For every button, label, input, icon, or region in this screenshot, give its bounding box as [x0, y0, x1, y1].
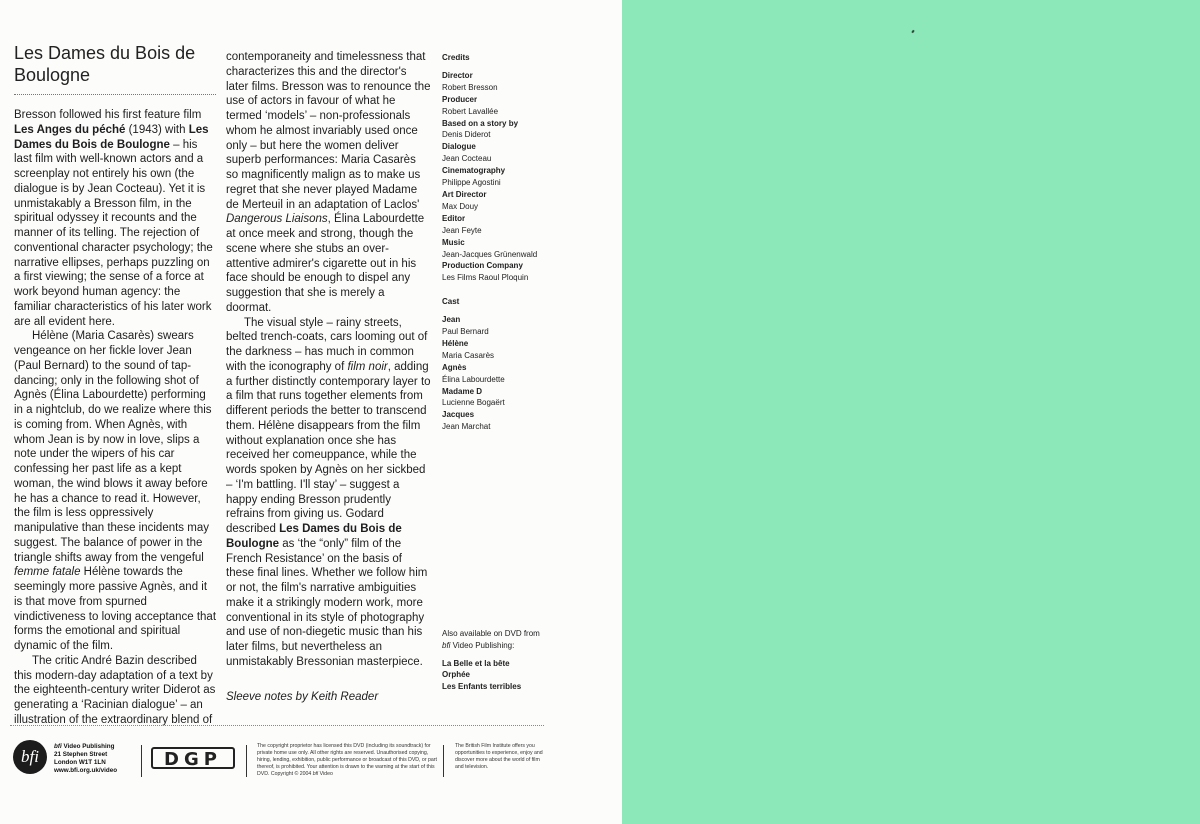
credit-item: Producer Robert Lavallée: [442, 94, 499, 116]
bfi-logo: bfi: [13, 740, 47, 774]
paragraph-3: The critic André Bazin described this modern-day adaptation of a text by the eighteenth-century writer Diderot as generating a ‘Racinian dialogue’ – an illustration of the extraordinary blend of: [14, 654, 216, 726]
footer-divider: [10, 725, 544, 726]
bfi-about-text: The British Film Institute offers you opportunities to experience, enjoy and discover more about the world of film and television.: [455, 743, 543, 770]
credit-item: Art Director Max Douy: [442, 189, 487, 211]
sleeve-notes-credit: Sleeve notes by Keith Reader: [226, 690, 379, 703]
publisher-address: bfi Video Publishing 21 Stephen Street London W1T 1LN www.bfi.org.uk/video: [54, 743, 118, 774]
footer-separator: [443, 745, 444, 777]
credit-item: Production Company Les Films Raoul Ploquin: [442, 261, 529, 283]
page-title: Les Dames du Bois de Boulogne: [14, 43, 196, 85]
paragraph-4: contemporaneity and timelessness that characterizes this and the director's later films. Bresson was to renounce the use of actors in favour of what he termed ‘models’ – non-professionals whom he almost invariably used once only – but here the women deliver superb performances: Maria Casarès so magnificently malign as to make us regret that she never played Madame de Merteuil in an adaptation of Laclos' Dangerous Liaisons, Élina Labourdette at once meek and strong, though the scene where she stubs an over-attentive admirer's cigarette out in his face should be enough to dispel any suggestion that she is merely a doormat.: [226, 51, 431, 314]
footer-separator: [141, 745, 142, 777]
text-column-1: [14, 108, 217, 728]
credits-heading: Credits: [442, 53, 470, 62]
title-divider: [14, 94, 216, 95]
copyright-notice: The copyright proprietor has licensed this DVD (including its soundtrack) for private home use only. All other rights are reserved. Unauthorised copying, hiring, lending, exhibition, public performance or broadcast of this DVD, or part thereof, is prohibited. Your attention is drawn to the warning at the start of this DVD. Copyright © 2004 bfi Video: [257, 743, 437, 777]
cast-item: Jean Paul Bernard: [442, 315, 489, 337]
cast-item: Agnès Élina Labourdette: [442, 362, 505, 384]
credit-item: Music Jean-Jacques Grünenwald: [442, 237, 538, 259]
cast-item: Madame D Lucienne Bogaërt: [442, 386, 505, 408]
paragraph-1: Bresson followed his first feature film Les Anges du péché (1943) with Les Dames du Bois de Boulogne – his last film with well-known actors and a screenplay not entirely his own (the dialogue is by Jean Cocteau). Yet it is unmistakably a Bresson film, in the spiritual odyssey it recounts and the manner of its telling. The rejection of conventional character psychology; the narrative ellipses, perhaps puzzling on a first viewing; the sense of a force at work beyond human agency: the familiar characteristics of his later work are all evident here.: [14, 109, 213, 328]
paragraph-2: Hélène (Maria Casarès) swears vengeance on her fickle lover Jean (Paul Bernard) to the sound of tap-dancing; only in the following shot of Agnès (Élina Labourdette) performing in a nightclub, do we realize where this is coming from. When Agnès, with whom Jean is by now in love, slips a note under the wipers of his car confessing her past life as a kept woman, the wind blows it away before he has a chance to read it. However, the film is less oppressively manipulative than these incidents may suggest. The balance of power in the triangle shifts away from the vengeful femme fatale Hélène towards the seemingly more passive Agnès, and it is that move from spurned vindictiveness to loving acceptance that forms the emotional and spiritual dynamic of the film.: [14, 330, 217, 652]
credit-item: Cinematography Philippe Agostini: [442, 166, 506, 188]
green-blank-page: [622, 0, 1200, 824]
credit-item: Editor Jean Feyte: [442, 213, 482, 235]
credit-item: Director Robert Bresson: [442, 70, 498, 92]
credits-block: [442, 52, 554, 433]
credit-item: Based on a story by Denis Diderot: [442, 118, 519, 140]
cast-item: Hélène Maria Casarès: [442, 338, 495, 360]
also-available: Also available on DVD from bfi Video Publishing: La Belle et la bête Orphée Les Enfants terribles: [442, 628, 582, 693]
credit-item: Dialogue Jean Cocteau: [442, 142, 492, 164]
paragraph-5: The visual style – rainy streets, belted trench-coats, cars looming out of the darkness – has much in common with the iconography of film noir, adding a further distinctly contemporary layer to a film that runs together elements from different periods the better to transcend them. Hélène disappears from the film without explanation once she has received her comeuppance, while the words spoken by Agnès on her sickbed – ‘I'm battling. I'll stay’ – suggest a happy ending Bresson prudently refrains from giving us. Godard described Les Dames du Bois de Boulogne as ‘the “only” film of the French Resistance’ on the basis of these final lines. Whether we follow him or not, the film's narrative ambiguities make it a strikingly modern work, more conventional in its style of photography and use of non-diegetic music than his later films, but nevertheless an unmistakably Bressonian masterpiece.: [226, 316, 431, 668]
dgp-logo: DGP: [151, 747, 235, 769]
cast-heading: Cast: [442, 297, 460, 307]
footer-separator: [246, 745, 247, 777]
text-column-2: [226, 50, 431, 704]
cast-item: Jacques Jean Marchat: [442, 410, 491, 432]
related-titles: La Belle et la bête Orphée Les Enfants terribles: [442, 658, 522, 692]
